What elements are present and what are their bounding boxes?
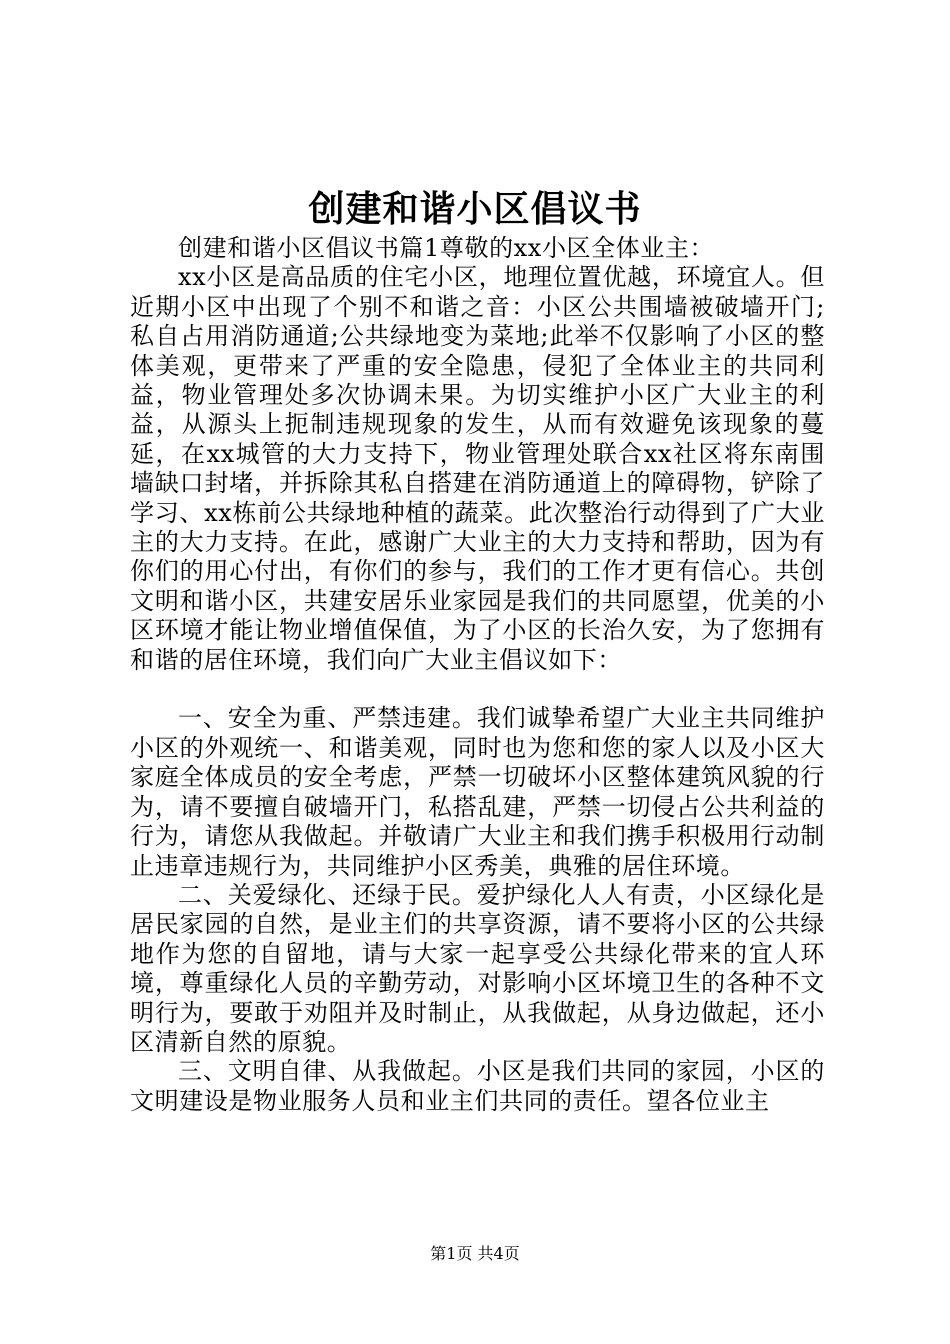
paragraph-item-3: 三、文明自律、从我做起。小区是我们共同的家园，小区的文明建设是物业服务人员和业主们共同的责任。望各位业主 [130,1057,825,1115]
paragraph-item-1: 一、安全为重、严禁违建。我们诚挚希望广大业主共同维护小区的外观统一、和谐美观，同时也为您和您的家人以及小区大家庭全体成员的安全考虑，严禁一切破坏小区整体建筑风貌的行为，请不要擅自破墙开门，私搭乱建，严禁一切侵占公共利益的行为，请您从我做起。并敬请广大业主和我们携手积极用行动制止违章违规行为，共同维护小区秀美，典雅的居住环境。 [130,704,825,880]
paragraph-background: xx小区是高品质的住宅小区，地理位置优越，环境宜人。但近期小区中出现了个别不和谐之音：小区公共围墙被破墙开门;私自占用消防通道;公共绿地变为菜地;此举不仅影响了小区的整体美观，更带来了严重的安全隐患，侵犯了全体业主的共同利益，物业管理处多次协调未果。为切实维护小区广大业主的利益，从源头上扼制违规现象的发生，从而有效避免该现象的蔓延，在xx城管的大力支持下，物业管理处联合xx社区将东南围墙缺口封堵，并拆除其私自搭建在消防通道上的障碍物，铲除了学习、xx栋前公共绿地种植的蔬菜。此次整治行动得到了广大业主的大力支持。在此，感谢广大业主的大力支持和帮助，因为有你们的用心付出，有你们的参与，我们的工作才更有信心。共创文明和谐小区，共建安居乐业家园是我们的共同愿望，优美的小区环境才能让物业增值保值，为了小区的长治久安，为了您拥有和谐的居住环境，我们向广大业主倡议如下： [130,263,825,674]
paragraph-greeting: 创建和谐小区倡议书篇1尊敬的xx小区全体业主： [178,234,715,262]
document-title: 创建和谐小区倡议书 [308,188,642,230]
paragraph-item-2: 二、关爱绿化、还绿于民。爱护绿化人人有责，小区绿化是居民家园的自然，是业主们的共享资源，请不要将小区的公共绿地作为您的自留地，请与大家一起享受公共绿化带来的宜人环境，尊重绿化人员的辛勤劳动，对影响小区坏境卫生的各种不文明行为，要敢于劝阻并及时制止，从我做起，从身边做起，还小区清新自然的原貌。 [130,880,825,1056]
page-number-footer: 第1页 共4页 [430,1244,520,1263]
document-body [130,234,825,1116]
